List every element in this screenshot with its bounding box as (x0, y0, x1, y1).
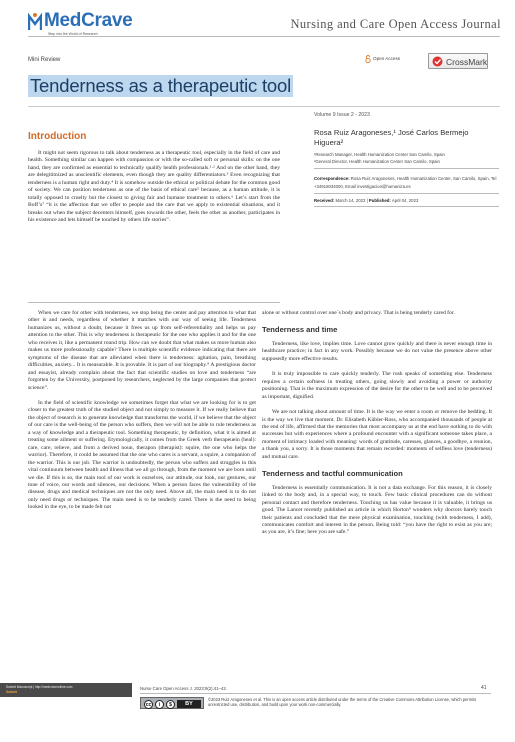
open-access-label: Open Access (373, 56, 401, 62)
meta-divider (314, 168, 499, 169)
affiliations (314, 151, 499, 165)
medcrave-logo-icon (28, 12, 42, 32)
footer-divider (140, 693, 491, 694)
correspondence (314, 175, 499, 189)
left-column (28, 310, 256, 512)
introduction-divider (28, 302, 280, 303)
title-highlight (28, 75, 293, 97)
article-title: Tenderness as a therapeutic tool (30, 75, 291, 96)
submit-label[interactable]: Submit (6, 689, 17, 694)
open-access-lock-icon (365, 55, 371, 63)
journal-name: Nursing and Care Open Access Journal (290, 17, 501, 31)
cc-by-label: BY (177, 700, 201, 708)
meta-divider (314, 193, 499, 194)
article-meta (314, 112, 499, 207)
submit-manuscript-text (6, 685, 72, 694)
attribution-person-icon: i (155, 700, 164, 709)
paragraph: It is truly impossible to care quickly tenderly. The rush speaks of something else. Tenderness requires a certain softness in treating others, going slowly and avoiding a power or authority positioning. That is the maximum expression of the desire for the other to be well and to be perceived as important, dignified. (262, 371, 492, 400)
section-heading-time: Tenderness and time (262, 325, 338, 335)
submit-manuscript-link[interactable]: Submit Manuscript | http://medcraveonline.com (6, 685, 73, 689)
crossmark-button[interactable] (428, 53, 488, 69)
paragraph: alone or without control over one´s body and privacy. That is being tenderly cared for. (262, 310, 455, 316)
noncommercial-icon: $ (166, 700, 175, 709)
medcrave-logo[interactable] (28, 12, 168, 38)
logo-tagline: Step into the World of Research (48, 32, 98, 36)
article-type: Mini Review (28, 57, 61, 63)
paragraph: It might not seem rigorous to talk about tenderness as a therapeutic tool, especially in the field of care and health. Something similar can happen with compassion or with the so-called soft or personal skills: on the one hand, they are confirmed as essential to technically qualify health professionals.¹·² And on the other hand, they are delegitimized as unscientific elements, even though they are quality differentiators.³ Even recognizing that tenderness is a human right and duty.⁴ It is somehow outside the ethical or political debate for the common good of society. We can position tenderness as one of the basis of ethical care⁵ because, as a human attitude, it is totally opposed to cruelty but the closest to giving fair and humane treatment to others.⁶ Let’s start from the Boff’s⁷ “it is the affection that we offer to people and the care that we apply to existential situations, and it breaks out when the subject decenters himself, goes towards the other, feels the other as another, participates in his existence and lets himself be touched by others life stories”. (28, 150, 280, 224)
creative-commons-badge[interactable] (140, 697, 204, 709)
correspondence-label: Correspondence: (314, 176, 350, 182)
right-column (262, 310, 492, 537)
citation: Nurse Care Open Access J. 2023;9(2):41‒42. (140, 686, 227, 691)
correspondence-text: Rosa Ruiz Aragoneses, Health Humanization Center, San Camilo, Spain, Tel +34918034000, Email investigacion@humaniza.es (314, 176, 497, 189)
received-date: March 14, 2023 (335, 197, 366, 203)
title-divider (28, 106, 500, 107)
introduction-text (28, 150, 280, 225)
volume-issue: Volume 9 Issue 2 - 2023 (314, 112, 370, 118)
paragraph: In the field of scientific knowledge we sometimes forget that what we are looking for is to get closer to the greatest truth of the studied object and not simply to measure it. If we really believe that the object of research is to generate knowledge that transforms the world, if we believe that the object of our care is the well-being of the person who suffers, then we will not be able to rule tenderness as a way of knowledge and a therapeutic tool. Something therapeutic, by definition, what it is aimed at treating some ailment or suffering. Etymologically, it comes from the Greek verb therapeuein (heal): care, care, relieve, and from a derived noun, therapon (therapist): squire, the one who helps the warrior). Therefore, it could be assumed that the one who cares is a servant, a squire, a companion of the warrior. This is our job. The warrior is undoubtedly, the person who suffers and struggles in this vital continuum between health and illness that we all go through, from the moment we are born until we die. If this is so, the main tool of our work is ourselves, our attitude, our look, our gestures, our tone of voice, our words and silences, our decisions. When a person faces the vulnerability of the disease, drugs and medical techniques are not the only need. Above all, the main need is to do not only need drugs or techniques. The main need is to be tenderly cared. There is the need to being looked in the eye, to be made felt not (28, 399, 256, 511)
published-date: April 04, 2023 (391, 197, 419, 203)
header-divider (28, 36, 500, 37)
paragraph: We are not talking about amount of time. It is the way we enter a room or remove the bedding. It is the way we live that moment. Dr. Elisabeth Kübler-Ross, who accompanied thousands of people at the end of life, affirmed that the memories that most accompany us at the end have nothing to do with successes but with experiences where a profound encounter with a significant someone takes place, a moment of intimacy loaded with meaning: words of gratitude, caresses, glances, a goodbye, a reunion, a thank you, a sorry. It is those moments that remain recorded: moments of selfless love (tenderness) and mutual care. (262, 409, 492, 460)
authors: Rosa Ruiz Aragoneses,¹ José Carlos Bermejo Higuera² (314, 128, 469, 147)
published-label: Published: (368, 197, 391, 203)
submit-manuscript-bar[interactable] (0, 683, 132, 697)
affiliation-2: ²General Director, Health Humanization Center San Camilo, Spain (314, 159, 440, 165)
cc-icon: cc (145, 701, 152, 708)
affiliation-1: ¹Research Manager, Health Humanization Center San Camilo, Spain (314, 152, 445, 157)
section-heading-introduction: Introduction (28, 131, 87, 142)
paragraph: Tenderness, like love, implies time. Love cannot grow quickly and there is never enough time in healthcare practice; in fact in any work. Possibly because we do not value the presence above other supposedly more effective results. (262, 340, 492, 362)
crossmark-icon (432, 56, 443, 67)
received-label: Received: (314, 197, 335, 203)
section-heading-communication: Tenderness and tactful communication (262, 469, 403, 479)
dates: Received: March 14, 2023 | Published: April 04, 2023 (314, 197, 419, 203)
page-number: 41 (481, 685, 487, 691)
crossmark-label: CrossMark (446, 57, 488, 67)
license-text: ©2023 Ruiz Aragoneses et al. This is an open access article distributed under the terms of the Creative Commons Attribution License, which permits unrestricted use, distribution, and build upon your work non-commercially. (208, 697, 477, 708)
paragraph: When we care for other with tenderness, we stop being the center and pay attention to what that other is and needs, regardless of whether it matches with our way of seeing life. Tenderness humanizes us, without a doubt, because it frees us up from self-referentiality and helps us pay attention to the other. This is why tenderness is therapeutic for the one who applies it and for the one who receives it, like a permanent round trip. How can we doubt that what makes us more human also makes us more professionally capable? There is multiple scientific evidence indicating that there are symptoms of the disease that are alleviated when there is tenderness: agitation, pain, breathing difficulties, anxiety... It is measurable. It is provable. It is part of our biography.⁸ A prestigious doctor and essayist, already complain about the fact that scientific studies on love and tenderness “are forgotten by the University, postponed by researchers, neglected by the large companies that protect science”. (28, 310, 256, 391)
logo-text: MedCrave (44, 10, 133, 31)
open-access-badge[interactable] (365, 55, 400, 63)
meta-divider (314, 206, 499, 207)
paragraph: Tenderness is essentially communication. It is not a data exchange. For this reason, it is closely linked to the body and, in a special way, to touch. Few basic clinical procedures can do without personal contact and therefore tenderness. Touching us has value because it is valuable, it brings us good. The Lancet recently published an article in which Horton⁹ wonders why doctors barely touch their patients and concluded that the mere physical examination, touching (with tenderness, I add), communicates comfort and interest in the person. Being told: “you have the right to exist as you are; as you are, it’s fine; here you are safe.” (262, 484, 492, 536)
